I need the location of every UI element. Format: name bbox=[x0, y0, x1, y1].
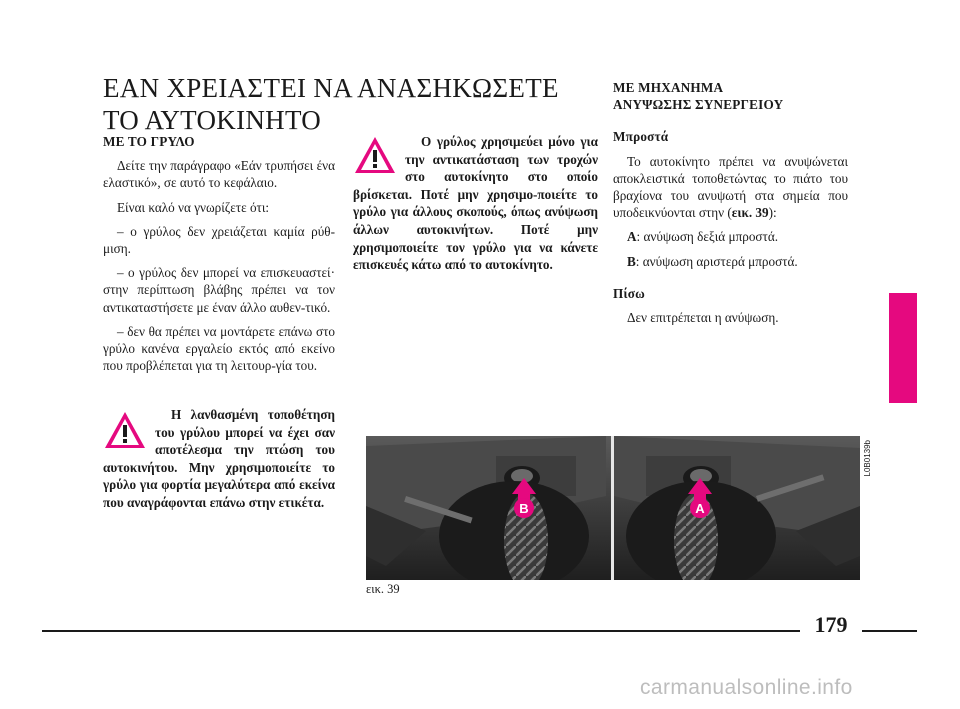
page-title bbox=[103, 72, 573, 136]
lift-point-b bbox=[613, 253, 848, 270]
subheading-front: Μπροστά bbox=[613, 129, 669, 145]
marker-a-label: A bbox=[695, 501, 705, 516]
warning-text-2: Ο γρύλος χρησιμεύει μόνο για την αντικατάσταση των τροχών στο αυτοκίνητο στο οποίο βρίσκεται. Ποτέ μην χρησιμο-ποιείτε το γρύλο για άλλους σκοπούς, όπως ανύψωση άλλων αυτοκινήτων. Ποτέ μην χρησιμοποιείτε τον γρύλο για να κάνετε επισκευές κάτω από το αυτοκίνητο. bbox=[353, 134, 598, 273]
marker-b-label: B bbox=[519, 501, 529, 516]
footer-rule-right bbox=[862, 630, 917, 632]
front-text-end: ): bbox=[768, 205, 777, 221]
column-jack bbox=[103, 133, 335, 374]
warning-text-1: Η λανθασμένη τοποθέτηση του γρύλου μπορεί να έχει σαν αποτέλεσμα την πτώση του αυτοκινήτου. Μην χρησιμοποιείτε το γρύλο για φορτία μεγαλύτερα από εκείνα που αναγράφονται επάνω στην ετικέτα. bbox=[103, 407, 335, 510]
page-title-line-1: ΕΑΝ ΧΡΕΙΑΣΤΕΙ ΝΑ ΑΝΑΣΗΚΩΣΕΤΕ bbox=[103, 73, 559, 103]
paragraph-1: Δείτε την παράγραφο «Εάν τρυπήσει ένα ελαστικό», σε αυτό το κεφάλαιο. bbox=[103, 158, 335, 191]
warning-block-1 bbox=[103, 406, 335, 512]
warning-icon bbox=[103, 410, 147, 450]
paragraph-4: – ο γρύλος δεν μπορεί να επισκευαστεί· στην περίπτωση βλάβης πρέπει να τον αντικαταστήσετε με έναν άλλο αυθεν-τικό. bbox=[103, 265, 335, 315]
section-heading-lift-2: ΑΝΥΨΩΣΗΣ ΣΥΝΕΡΓΕΙΟΥ bbox=[613, 97, 784, 113]
page-title-line-2: ΤΟ ΑΥΤΟΚΙΝΗΤΟ bbox=[103, 105, 322, 135]
figure-code: L0B0139b bbox=[863, 440, 872, 477]
front-paragraph bbox=[613, 153, 848, 222]
footer-rule-left bbox=[42, 630, 800, 632]
section-heading-lift-1: ΜΕ ΜΗΧΑΝΗΜΑ bbox=[613, 80, 724, 95]
front-text: Το αυτοκίνητο πρέπει να ανυψώνεται αποκλειστικά τοποθετώντας το πιάτο του βραχίονα του ανυψωτή στα σημεία που υποδεικνύονται στην ( bbox=[613, 153, 848, 221]
lift-point-a-label: A bbox=[627, 229, 637, 245]
watermark: carmanualsonline.info bbox=[640, 676, 853, 699]
figure-39-photo bbox=[366, 436, 860, 580]
car-underside-illustration bbox=[366, 436, 860, 580]
column-lift bbox=[613, 79, 848, 326]
page-number: 179 bbox=[814, 612, 848, 637]
figure-caption: εικ. 39 bbox=[366, 582, 400, 596]
lift-point-b-label: B bbox=[627, 253, 636, 269]
paragraph-2: Είναι καλό να γνωρίζετε ότι: bbox=[117, 199, 270, 215]
paragraph-3: – ο γρύλος δεν χρειάζεται καμία ρύθ-μιση. bbox=[103, 223, 335, 257]
rear-paragraph: Δεν επιτρέπεται η ανύψωση. bbox=[627, 310, 779, 326]
lift-point-a bbox=[613, 228, 848, 245]
section-heading-jack: ΜΕ ΤΟ ΓΡΥΛΟ bbox=[103, 134, 195, 149]
paragraph-5: – δεν θα πρέπει να μοντάρετε επάνω στο γρύλο κανένα εργαλείο εκτός από εκείνο που προβλέπεται για τη λειτουρ-γία του. bbox=[103, 323, 335, 374]
chapter-tab bbox=[889, 293, 917, 403]
lift-point-b-text: : ανύψωση αριστερά μπροστά. bbox=[635, 253, 798, 269]
warning-icon bbox=[353, 135, 397, 175]
lift-point-a-text: : ανύψωση δεξιά μπροστά. bbox=[636, 229, 779, 245]
column-warning bbox=[353, 133, 598, 274]
figure-reference: εικ. 39 bbox=[731, 205, 769, 221]
subheading-rear: Πίσω bbox=[613, 285, 645, 301]
